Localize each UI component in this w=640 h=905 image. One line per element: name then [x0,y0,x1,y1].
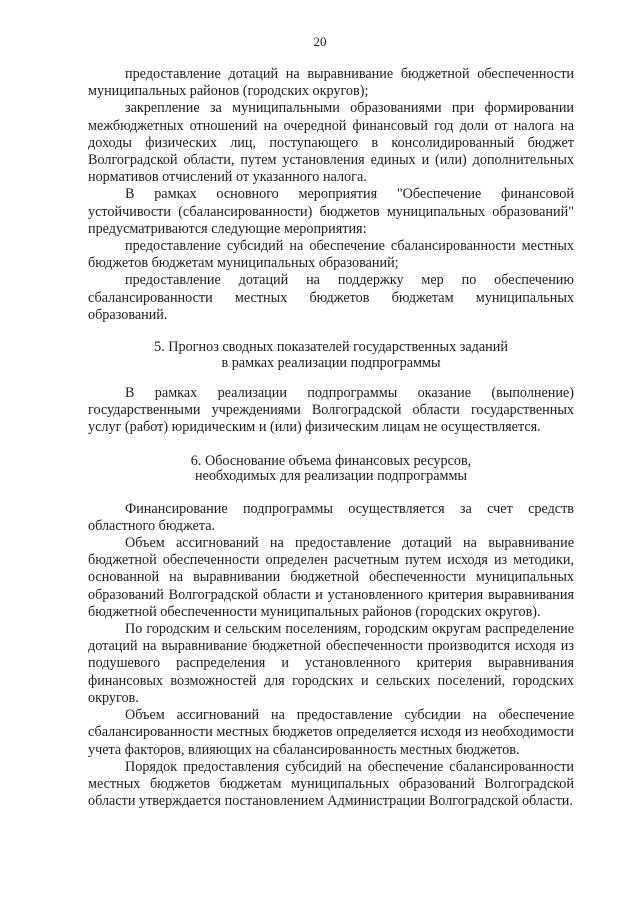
paragraph: В рамках реализации подпрограммы оказание (выполнение) государственными учреждениями Волгоградской области государственных услуг (работ) юридическим и (или) физическим лицам не осуществляется. [88,385,574,436]
paragraph: предоставление субсидий на обеспечение сбалансированности местных бюджетов бюджетам муниципальных образований; [88,238,574,272]
section-6-heading-line1: 6. Обоснование объема финансовых ресурсов, [190,452,472,469]
paragraph: Финансирование подпрограммы осуществляется за счет средств областного бюджета. [88,500,574,534]
paragraph: Объем ассигнований на предоставление дотаций на выравнивание бюджетной обеспеченности определен расчетным путем исходя из методики, основанной на выравнивании бюджетной обеспеченности муниципальных образований Волгоградской области и установленного критерия выравнивания бюджетной обеспеченности муниципальных районов (городских округов). [88,535,574,620]
paragraph: предоставление дотаций на поддержку мер по обеспечению сбалансированности местных бюджетов бюджетам муниципальных образований. [88,272,574,323]
paragraph: закрепление за муниципальными образованиями при формировании межбюджетных отношений на очередной финансовый год доли от налога на доходы физических лиц, поступающего в консолидированный бюджет Волгоградской области, путем установления единых и (или) дополнительных нормативов отчислений от указанного налога. [88,100,574,186]
paragraph: В рамках основного мероприятия "Обеспечение финансовой устойчивости (сбалансированности) бюджетов муниципальных образований" предусматриваются следующие мероприятия: [88,186,574,237]
page-number: 20 [313,34,327,49]
section-5-heading-line1: 5. Прогноз сводных показателей государственных заданий [154,339,508,356]
paragraph: По городским и сельским поселениям, городским округам распределение дотаций на выравнивание бюджетной обеспеченности производится исходя из подушевого распределения и установленного критерия выравнивания финансовых возможностей для городских и сельских поселений, городских округов. [88,621,574,706]
paragraph: Объем ассигнований на предоставление субсидии на обеспечение сбалансированности местных бюджетов определяется исходя из необходимости учета факторов, влияющих на сбалансированность местных бюджетов. [88,707,574,758]
document-body [88,66,574,810]
section-5-heading-line2: в рамках реализации подпрограммы [221,354,441,371]
section-6-heading-line2: необходимых для реализации подпрограммы [194,468,468,485]
paragraph: предоставление дотаций на выравнивание бюджетной обеспеченности муниципальных районов (городских округов); [88,66,574,100]
section-6-heading [88,454,574,485]
paragraph: Порядок предоставления субсидий на обеспечение сбалансированности местных бюджетов бюджетам муниципальных образований Волгоградской области утверждается постановлением Администрации Волгоградской области. [88,758,574,810]
section-5-heading [88,340,574,371]
